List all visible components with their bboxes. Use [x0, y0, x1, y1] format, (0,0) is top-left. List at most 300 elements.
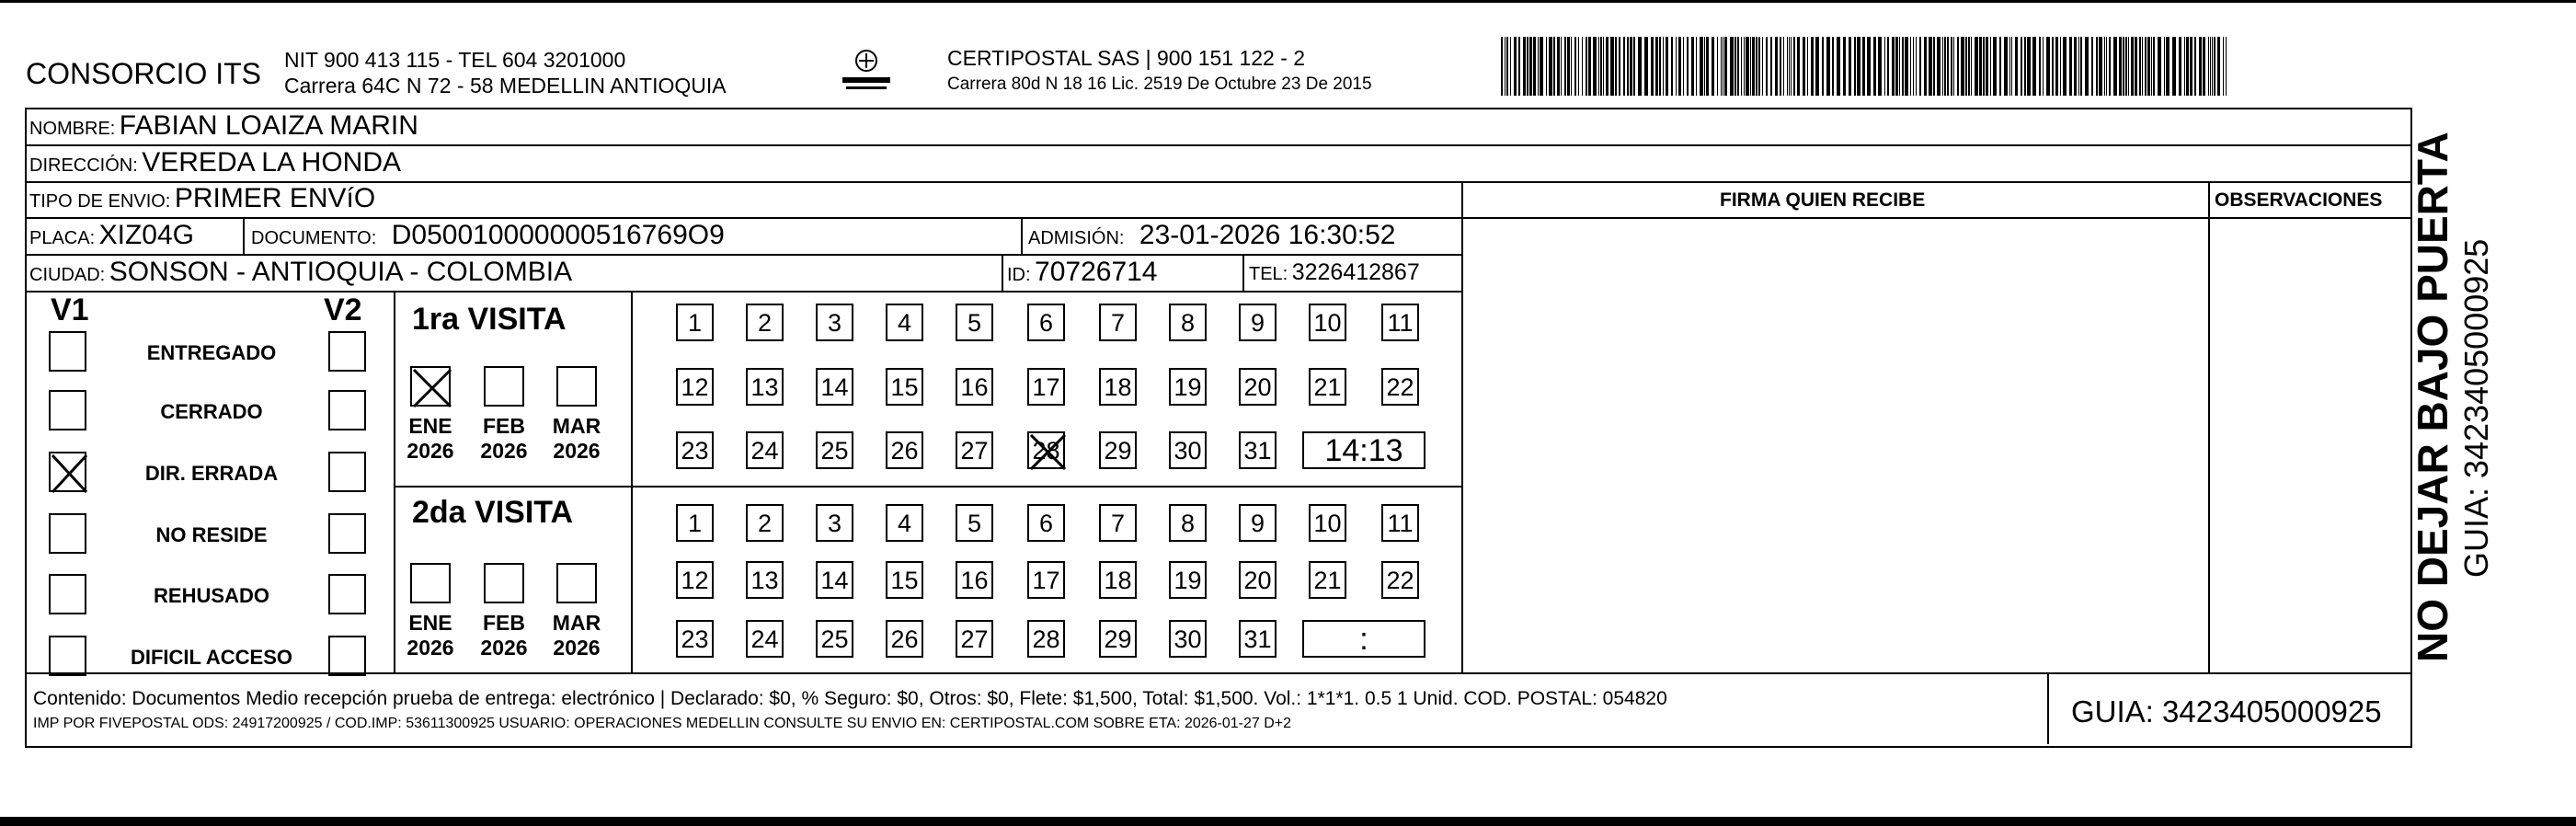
tipo-row — [29, 183, 375, 214]
month-checkbox[interactable] — [484, 366, 524, 407]
barcode-bar — [1561, 37, 1562, 96]
barcode-bar — [1910, 37, 1911, 96]
barcode-bar — [2099, 37, 2102, 96]
observaciones-header: OBSERVACIONES — [2215, 189, 2383, 211]
first-visit-title: 1ra VISITA — [412, 302, 567, 337]
admision-cell — [1028, 220, 1395, 251]
barcode-bar — [1822, 37, 1824, 96]
barcode-bar — [1983, 37, 1985, 96]
second-visit-title: 2da VISITA — [412, 495, 574, 530]
barcode-bar — [1766, 37, 1768, 96]
barcode-bar — [1832, 37, 1834, 96]
barcode-bar — [1803, 37, 1805, 96]
placa-cell — [29, 220, 194, 251]
barcode-bar — [1807, 37, 1808, 96]
barcode-bar — [1887, 37, 1889, 96]
barcode-bar — [1651, 37, 1654, 96]
barcode-bar — [1811, 37, 1814, 96]
day-box[interactable]: 11 — [1381, 304, 1419, 341]
barcode-bar — [2145, 37, 2147, 96]
barcode-bar — [1971, 37, 1972, 96]
v2-label: V2 — [324, 293, 362, 327]
barcode-bar — [2199, 37, 2202, 96]
day-box[interactable]: 6 — [1027, 504, 1065, 542]
documento-value: D050010000000516769O9 — [391, 220, 725, 250]
day-box[interactable]: 27 — [956, 431, 993, 469]
day-box[interactable]: 7 — [1099, 304, 1137, 341]
day-box[interactable]: 16 — [956, 561, 993, 599]
day-box[interactable]: 4 — [886, 304, 923, 341]
barcode-bar — [2190, 37, 2192, 96]
no-dejar-text: NO DEJAR BAJO PUERTA — [2409, 132, 2456, 662]
day-box[interactable]: 8 — [1169, 304, 1207, 341]
day-box[interactable]: 2 — [746, 504, 784, 542]
status-label: CERRADO — [160, 400, 263, 423]
barcode-bar — [1538, 37, 1539, 96]
barcode-bar — [1873, 37, 1876, 96]
month-label: MAR 2026 — [552, 414, 601, 463]
barcode-bar — [1990, 37, 1991, 96]
col-line — [243, 217, 245, 254]
barcode-bar — [2063, 37, 2067, 96]
barcode-bar — [1518, 37, 1520, 96]
col-line — [1002, 254, 1003, 291]
company-address: Carrera 64C N 72 - 58 MEDELLIN ANTIOQUIA — [284, 74, 727, 98]
direccion-value: VEREDA LA HONDA — [142, 147, 402, 178]
form-box — [25, 108, 2412, 748]
barcode-bar — [2151, 37, 2152, 96]
id-value: 70726714 — [1035, 257, 1158, 287]
barcode-bar — [2125, 37, 2127, 96]
barcode-bar — [1564, 37, 1566, 96]
documento-label: DOCUMENTO: — [251, 228, 377, 248]
barcode-bar — [1678, 37, 1681, 96]
status-label: DIFICIL ACCESO — [130, 646, 292, 669]
barcode-bar — [1750, 37, 1751, 96]
barcode-bar — [1514, 37, 1517, 96]
barcode-bar — [1913, 37, 1914, 96]
tipo-value: PRIMER ENVíO — [174, 183, 376, 213]
barcode-bar — [1627, 37, 1629, 96]
barcode-bar — [1527, 37, 1528, 96]
barcode-bar — [1929, 37, 1932, 96]
barcode-bar — [2060, 37, 2061, 96]
day-box[interactable]: 19 — [1169, 561, 1207, 599]
barcode-bar — [2096, 37, 2098, 96]
barcode-bar — [1741, 37, 1742, 96]
time-box[interactable]: 14:13 — [1302, 431, 1425, 469]
day-box[interactable]: 28 — [1027, 431, 1065, 469]
col-line — [1461, 181, 1463, 672]
barcode-bar — [1783, 37, 1784, 96]
nombre-value: FABIAN LOAIZA MARIN — [119, 110, 418, 141]
day-box[interactable]: 17 — [1027, 561, 1065, 599]
day-box[interactable]: 30 — [1169, 620, 1207, 658]
barcode-bar — [2172, 37, 2176, 96]
barcode-bar — [1683, 37, 1684, 96]
day-box[interactable]: 19 — [1169, 368, 1207, 406]
barcode-bar — [2179, 37, 2181, 96]
barcode-bar — [2004, 37, 2008, 96]
day-box[interactable]: 1 — [676, 304, 714, 341]
v2-checkbox[interactable] — [328, 331, 366, 372]
barcode-bar — [1510, 37, 1511, 96]
barcode-bar — [1884, 37, 1885, 96]
day-box[interactable]: 31 — [1239, 431, 1277, 469]
barcode-bar — [2052, 37, 2054, 96]
barcode-bar — [1687, 37, 1689, 96]
barcode-bar — [1549, 37, 1552, 96]
barcode-bar — [2039, 37, 2041, 96]
barcode-bar — [1600, 37, 1602, 96]
barcode — [1501, 37, 2229, 96]
barcode-bar — [2147, 37, 2150, 96]
month-checkbox[interactable] — [556, 563, 597, 603]
day-box[interactable]: 24 — [746, 431, 784, 469]
day-box[interactable]: 24 — [746, 620, 784, 658]
barcode-bar — [1696, 37, 1697, 96]
barcode-bar — [1899, 37, 1900, 96]
day-box[interactable]: 31 — [1239, 620, 1277, 658]
barcode-bar — [2043, 37, 2044, 96]
barcode-bar — [1717, 37, 1718, 96]
day-box[interactable]: 14 — [816, 561, 853, 599]
barcode-bar — [2119, 37, 2122, 96]
day-box[interactable]: 12 — [676, 561, 714, 599]
tel-value: 3226412867 — [1291, 259, 1420, 285]
barcode-bar — [1553, 37, 1555, 96]
v1-checkbox[interactable] — [49, 513, 86, 554]
day-box[interactable]: 13 — [746, 368, 784, 406]
v2-checkbox[interactable] — [328, 452, 366, 492]
day-box[interactable]: 26 — [886, 620, 923, 658]
barcode-bar — [2139, 37, 2141, 96]
barcode-bar — [1758, 37, 1760, 96]
v1-checkbox[interactable] — [49, 390, 86, 430]
col-line — [631, 291, 633, 672]
barcode-bar — [2091, 37, 2093, 96]
barcode-bar — [1878, 37, 1882, 96]
day-box[interactable]: 20 — [1239, 561, 1277, 599]
visit-divider — [394, 486, 1461, 488]
day-box[interactable]: 29 — [1099, 431, 1137, 469]
direccion-row — [29, 147, 401, 178]
barcode-bar — [1724, 37, 1727, 96]
nombre-row — [29, 110, 418, 142]
barcode-bar — [1546, 37, 1547, 96]
barcode-bar — [1586, 37, 1587, 96]
day-box[interactable]: 2 — [746, 304, 784, 341]
barcode-bar — [1780, 37, 1781, 96]
barcode-bar — [1895, 37, 1898, 96]
id-label: ID: — [1007, 265, 1031, 285]
day-box[interactable]: 5 — [956, 504, 993, 542]
day-box[interactable]: 13 — [746, 561, 784, 599]
barcode-bar — [1721, 37, 1722, 96]
day-box[interactable]: 16 — [956, 368, 993, 406]
day-box[interactable]: 6 — [1027, 304, 1065, 341]
day-box[interactable]: 4 — [886, 504, 923, 542]
day-box[interactable]: 23 — [676, 620, 714, 658]
day-box[interactable]: 18 — [1099, 561, 1137, 599]
barcode-bar — [1826, 37, 1830, 96]
day-box[interactable]: 5 — [956, 304, 993, 341]
row-line — [2208, 217, 2410, 219]
day-box[interactable]: 15 — [886, 561, 923, 599]
barcode-bar — [1937, 37, 1941, 96]
barcode-bar — [2153, 37, 2155, 96]
barcode-bar — [1986, 37, 1988, 96]
barcode-bar — [1892, 37, 1895, 96]
day-box[interactable]: 21 — [1309, 368, 1346, 406]
barcode-bar — [2074, 37, 2077, 96]
barcode-bar — [1630, 37, 1632, 96]
firma-header: FIRMA QUIEN RECIBE — [1720, 189, 1926, 211]
certipostal-logo — [833, 44, 899, 98]
barcode-bar — [1837, 37, 1840, 96]
id-cell — [1007, 257, 1158, 288]
barcode-bar — [2164, 37, 2165, 96]
certipostal-address: Carrera 80d N 18 16 Lic. 2519 De Octubre 23 De 2015 — [947, 75, 1372, 94]
month-checkbox[interactable] — [410, 563, 451, 603]
barcode-bar — [1849, 37, 1851, 96]
day-box[interactable]: 12 — [676, 368, 714, 406]
day-box[interactable]: 17 — [1027, 368, 1065, 406]
v2-checkbox[interactable] — [328, 636, 366, 676]
barcode-bar — [2027, 37, 2031, 96]
barcode-bar — [2078, 37, 2079, 96]
month-checkbox[interactable] — [556, 366, 597, 407]
barcode-bar — [1975, 37, 1978, 96]
barcode-bar — [1791, 37, 1792, 96]
month-checkbox[interactable] — [410, 366, 451, 407]
barcode-bar — [2069, 37, 2072, 96]
admision-value: 23-01-2026 16:30:52 — [1139, 220, 1396, 250]
check-mark-icon — [1029, 433, 1067, 471]
month-label: ENE 2026 — [406, 611, 454, 660]
day-box[interactable]: 10 — [1309, 504, 1346, 542]
barcode-bar — [1902, 37, 1904, 96]
col-line — [1242, 254, 1244, 291]
barcode-bar — [1854, 37, 1856, 96]
status-label: ENTREGADO — [146, 341, 277, 364]
check-mark-icon — [412, 368, 452, 408]
barcode-bar — [1529, 37, 1532, 96]
barcode-bar — [1947, 37, 1949, 96]
barcode-bar — [2009, 37, 2010, 96]
placa-label: PLACA: — [29, 228, 96, 248]
tel-cell — [1249, 259, 1420, 286]
certipostal-nit: CERTIPOSTAL SAS | 900 151 122 - 2 — [947, 46, 1306, 70]
tipo-label: TIPO DE ENVIO: — [29, 191, 171, 212]
v1-label: V1 — [51, 293, 89, 327]
barcode-bar — [2080, 37, 2082, 96]
barcode-bar — [1933, 37, 1935, 96]
col-line — [1021, 217, 1023, 254]
top-border — [0, 0, 2576, 3]
barcode-bar — [1762, 37, 1763, 96]
barcode-bar — [2166, 37, 2170, 96]
v1-checkbox[interactable] — [49, 452, 86, 492]
check-mark-icon — [51, 453, 88, 494]
barcode-bar — [2128, 37, 2129, 96]
day-box[interactable]: 20 — [1239, 368, 1277, 406]
barcode-bar — [1700, 37, 1703, 96]
day-box[interactable]: 8 — [1169, 504, 1207, 542]
status-label: DIR. ERRADA — [144, 462, 279, 485]
barcode-bar — [1571, 37, 1572, 96]
barcode-bar — [1957, 37, 1959, 96]
day-box[interactable]: 9 — [1239, 504, 1277, 542]
barcode-bar — [1574, 37, 1576, 96]
company-name: CONSORCIO ITS — [26, 57, 262, 90]
barcode-bar — [1588, 37, 1591, 96]
row-line — [25, 254, 1461, 256]
barcode-bar — [1606, 37, 1609, 96]
day-box[interactable]: 27 — [956, 620, 993, 658]
day-box[interactable]: 3 — [816, 304, 853, 341]
barcode-bar — [1619, 37, 1620, 96]
barcode-bar — [1797, 37, 1800, 96]
day-box[interactable]: 1 — [676, 504, 714, 542]
v2-checkbox[interactable] — [328, 513, 366, 554]
day-box[interactable]: 11 — [1381, 504, 1419, 542]
day-box[interactable]: 14 — [816, 368, 853, 406]
guia-number: GUIA: 3423405000925 — [2071, 694, 2382, 728]
barcode-bar — [1843, 37, 1846, 96]
month-label: FEB 2026 — [480, 611, 528, 660]
barcode-bar — [2055, 37, 2058, 96]
barcode-bar — [1659, 37, 1661, 96]
side-guia: GUIA: 3423405000925 — [2457, 238, 2495, 578]
day-box[interactable]: 22 — [1381, 368, 1419, 406]
barcode-bar — [2217, 37, 2220, 96]
barcode-bar — [1540, 37, 1543, 96]
barcode-bar — [1706, 37, 1709, 96]
day-box[interactable]: 30 — [1169, 431, 1207, 469]
day-box[interactable]: 29 — [1099, 620, 1137, 658]
barcode-bar — [1598, 37, 1599, 96]
footer-content: Contenido: Documentos Medio recepción prueba de entrega: electrónico | Declarado: $0, % Seguro: $0, Otros: $0, Flete: $1,500, Total: $1,500. Vol.: 1*1*1. 0.5 1 Unid. COD. POSTAL: 054820 — [33, 688, 1667, 709]
barcode-bar — [2024, 37, 2026, 96]
barcode-bar — [1993, 37, 1997, 96]
barcode-bar — [1578, 37, 1579, 96]
time-box[interactable]: : — [1302, 620, 1425, 658]
v2-checkbox[interactable] — [328, 574, 366, 614]
barcode-bar — [2186, 37, 2189, 96]
barcode-bar — [2135, 37, 2137, 96]
day-box[interactable]: 18 — [1099, 368, 1137, 406]
barcode-bar — [1644, 37, 1648, 96]
barcode-bar — [2210, 37, 2211, 96]
day-box[interactable]: 25 — [816, 431, 853, 469]
barcode-bar — [1730, 37, 1734, 96]
col-line — [394, 291, 395, 672]
barcode-bar — [1704, 37, 1705, 96]
barcode-bar — [1951, 37, 1952, 96]
day-box[interactable]: 26 — [886, 431, 923, 469]
barcode-bar — [1671, 37, 1673, 96]
barcode-bar — [1505, 37, 1506, 96]
row-line — [25, 181, 2410, 183]
barcode-bar — [1756, 37, 1757, 96]
month-label: FEB 2026 — [480, 414, 528, 463]
barcode-bar — [2194, 37, 2196, 96]
barcode-bar — [1735, 37, 1736, 96]
admision-label: ADMISIÓN: — [1028, 228, 1125, 248]
v1-checkbox[interactable] — [49, 574, 86, 614]
barcode-bar — [2212, 37, 2213, 96]
barcode-bar — [1857, 37, 1860, 96]
row-line — [25, 217, 2410, 219]
barcode-bar — [1603, 37, 1604, 96]
day-box[interactable]: 7 — [1099, 504, 1137, 542]
barcode-bar — [1655, 37, 1658, 96]
barcode-bar — [1567, 37, 1570, 96]
row-line — [25, 291, 1461, 293]
barcode-bar — [2158, 37, 2161, 96]
month-label: MAR 2026 — [552, 611, 601, 660]
barcode-bar — [1942, 37, 1943, 96]
tel-label: TEL: — [1249, 264, 1288, 284]
barcode-bar — [1919, 37, 1921, 96]
barcode-bar — [1744, 37, 1745, 96]
footer-imp: IMP POR FIVEPOSTAL ODS: 24917200925 / COD.IMP: 53611300925 USUARIO: OPERACIONES MEDELLIN CONSULTE SU ENVIO EN: CERTIPOSTAL.COM SOBRE ETA: 2026-01-27 D+2 — [33, 716, 1292, 731]
day-box[interactable]: 15 — [886, 368, 923, 406]
barcode-bar — [1623, 37, 1625, 96]
col-line — [2208, 181, 2210, 672]
barcode-bar — [1615, 37, 1617, 96]
company-nit: NIT 900 413 115 - TEL 604 3201000 — [284, 48, 626, 72]
day-box[interactable]: 3 — [816, 504, 853, 542]
barcode-bar — [1968, 37, 1970, 96]
v1-checkbox[interactable] — [49, 331, 86, 372]
ciudad-label: CIUDAD: — [29, 265, 106, 285]
barcode-bar — [2015, 37, 2018, 96]
barcode-bar — [1712, 37, 1714, 96]
v1-checkbox[interactable] — [49, 636, 86, 676]
barcode-bar — [2104, 37, 2105, 96]
day-box[interactable]: 25 — [816, 620, 853, 658]
barcode-bar — [1905, 37, 1908, 96]
barcode-bar — [2123, 37, 2124, 96]
barcode-bar — [1924, 37, 1927, 96]
barcode-bar — [1666, 37, 1668, 96]
day-box[interactable]: 9 — [1239, 304, 1277, 341]
barcode-bar — [1523, 37, 1526, 96]
day-box[interactable]: 23 — [676, 431, 714, 469]
barcode-bar — [1787, 37, 1788, 96]
barcode-bar — [2131, 37, 2134, 96]
barcode-bar — [2046, 37, 2050, 96]
status-label: NO RESIDE — [155, 523, 268, 546]
month-checkbox[interactable] — [484, 563, 524, 603]
barcode-bar — [1815, 37, 1819, 96]
barcode-bar — [2142, 37, 2143, 96]
ciudad-value: SONSON - ANTIOQUIA - COLOMBIA — [109, 257, 573, 287]
barcode-bar — [1999, 37, 2001, 96]
day-box[interactable]: 10 — [1309, 304, 1346, 341]
barcode-bar — [2214, 37, 2215, 96]
day-box[interactable]: 21 — [1309, 561, 1346, 599]
barcode-bar — [1676, 37, 1677, 96]
day-box[interactable]: 28 — [1027, 620, 1065, 658]
barcode-bar — [2203, 37, 2205, 96]
barcode-bar — [1593, 37, 1597, 96]
barcode-bar — [2011, 37, 2012, 96]
day-box[interactable]: 22 — [1381, 561, 1419, 599]
v2-checkbox[interactable] — [328, 390, 366, 430]
